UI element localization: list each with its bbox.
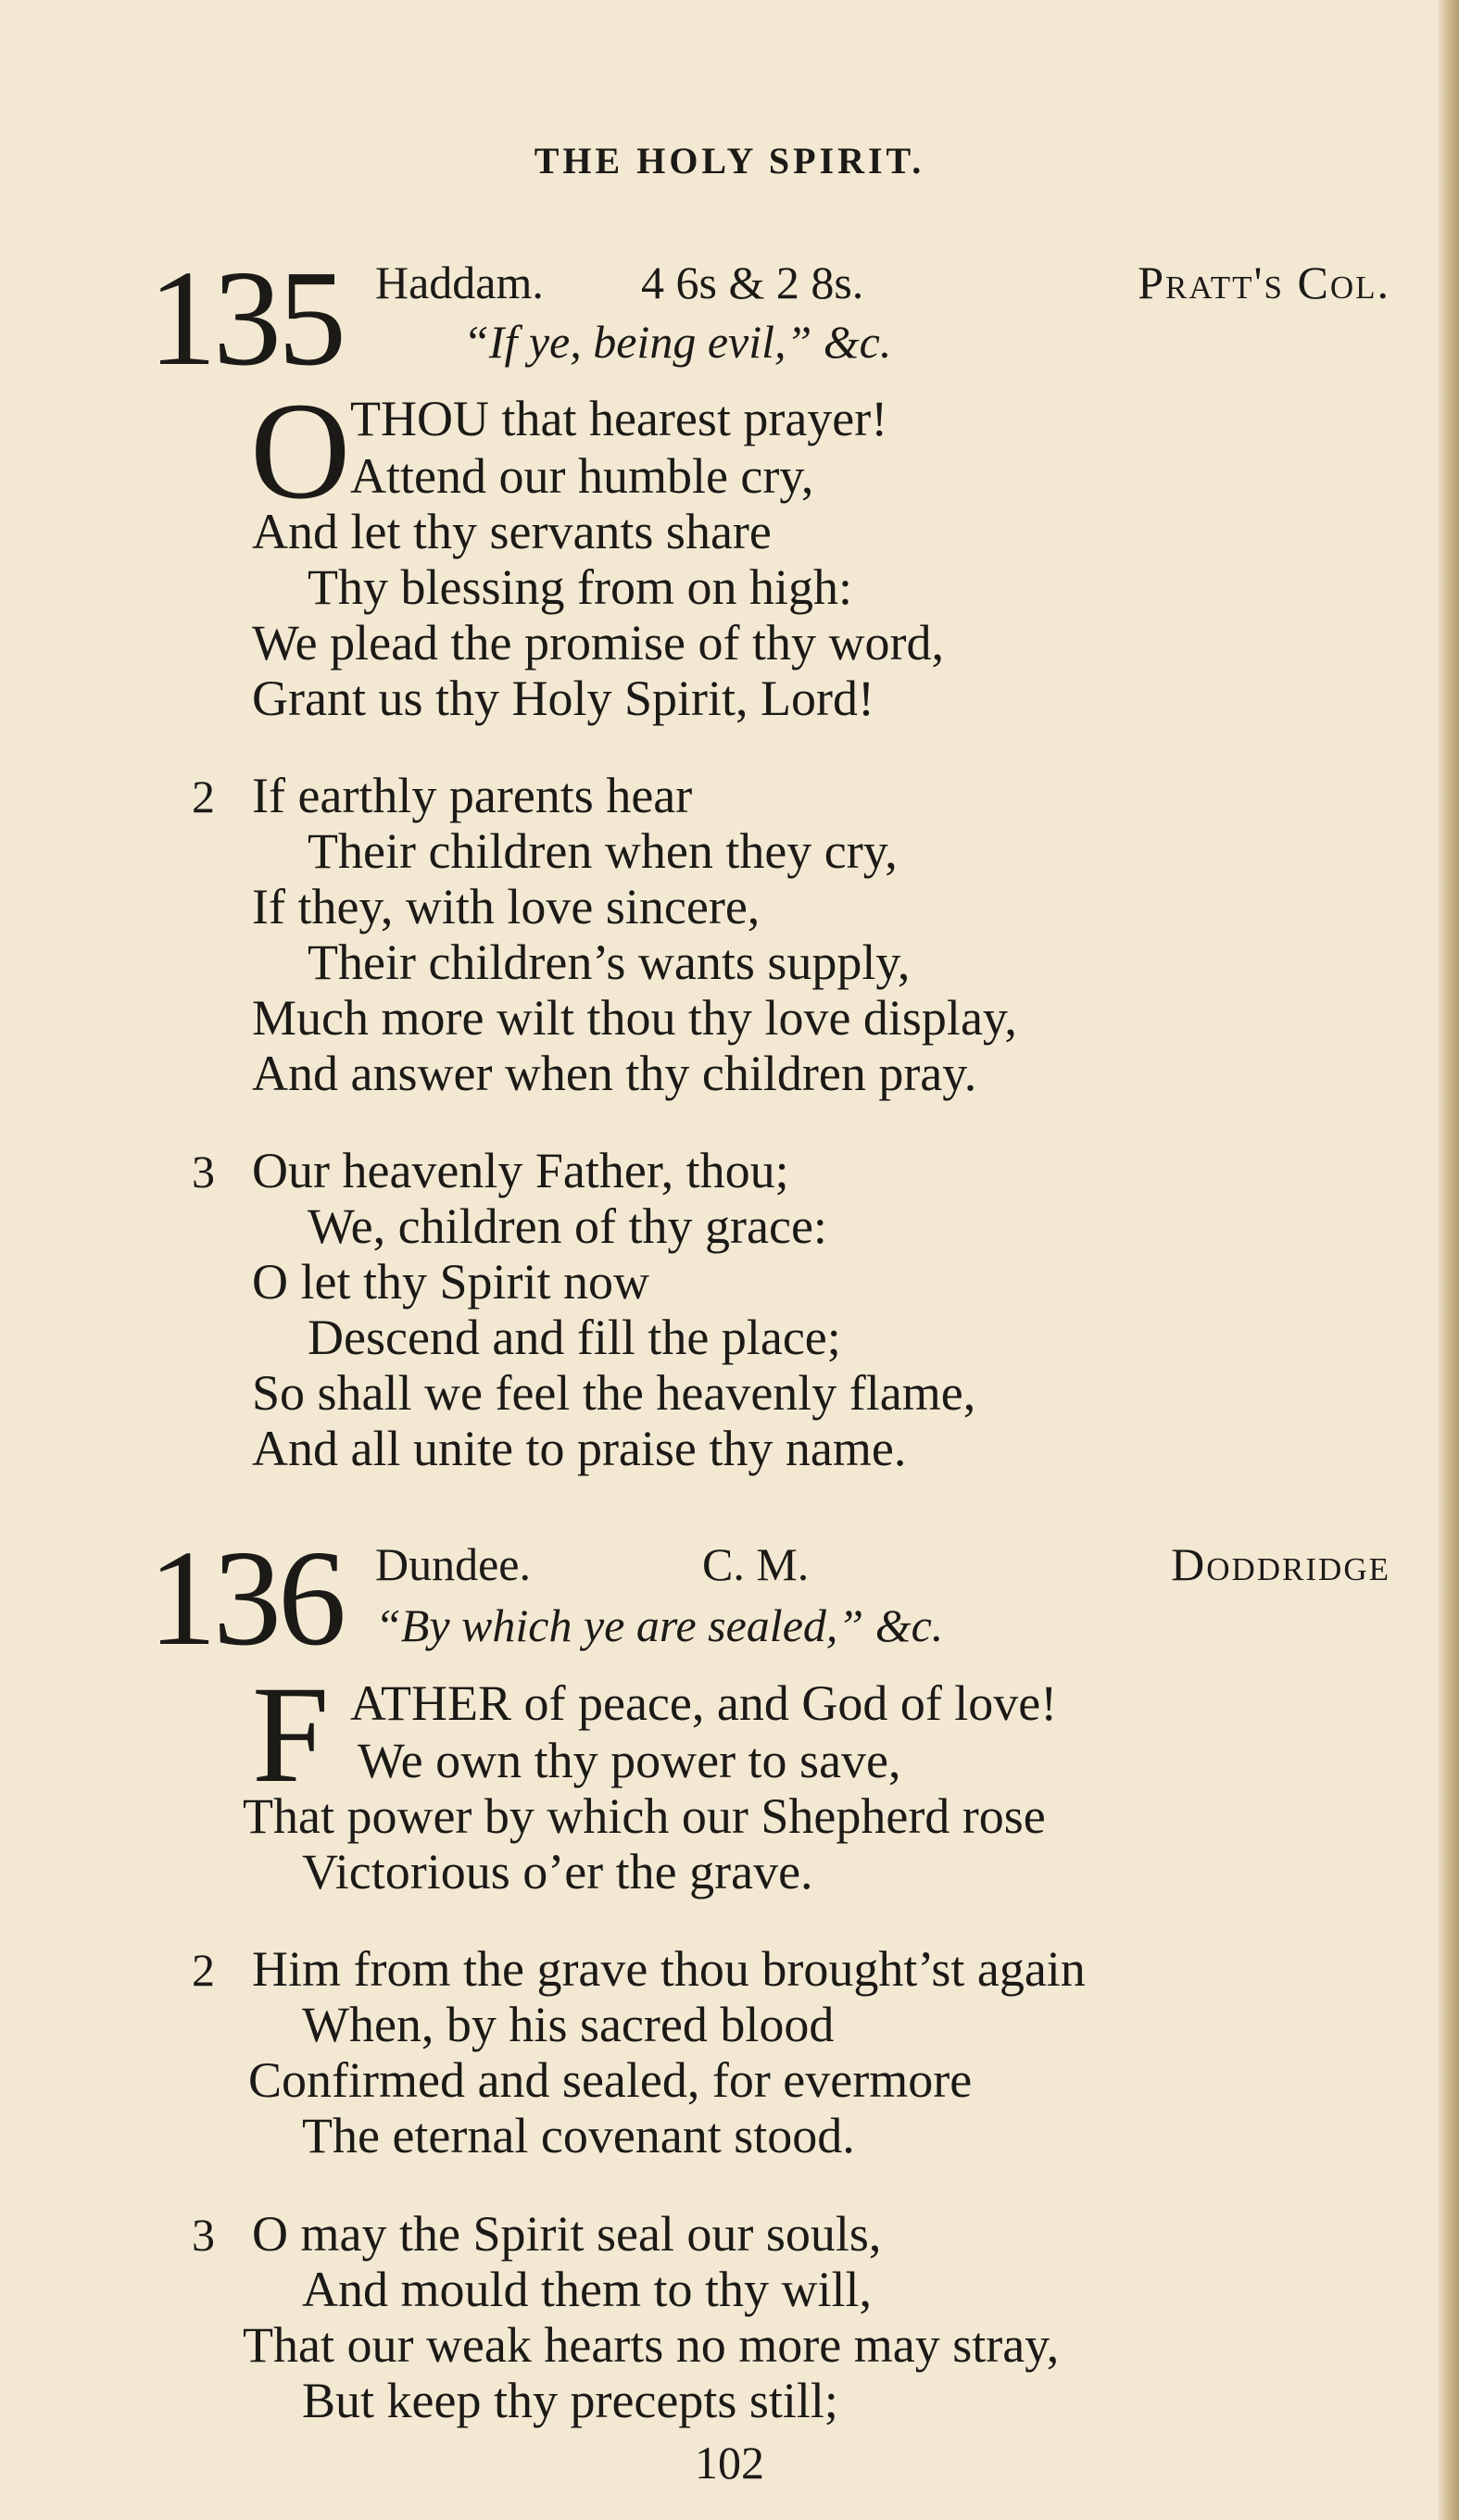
verse-line: Their children when they cry, xyxy=(308,823,898,879)
hymn-number: 135 xyxy=(148,243,343,395)
verse-line: Our heavenly Father, thou; xyxy=(252,1143,789,1198)
verse-line: THOU that hearest prayer! xyxy=(350,391,888,446)
verse-line: O let thy Spirit now xyxy=(252,1254,649,1310)
verse-line: But keep thy precepts still; xyxy=(302,2373,838,2428)
verse-line: Attend our humble cry, xyxy=(350,448,814,504)
author: Pratt's Col. xyxy=(1138,257,1390,308)
verse-line: Descend and fill the place; xyxy=(308,1310,841,1365)
verse-line: Much more wilt thou thy love display, xyxy=(252,990,1017,1046)
meter: C. M. xyxy=(702,1538,810,1590)
verse-line: And let thy servants share xyxy=(252,504,772,559)
verse-line: Confirmed and sealed, for evermore xyxy=(248,2052,973,2108)
stanza-number: 2 xyxy=(192,1944,215,1996)
verse-line: And answer when thy children pray. xyxy=(252,1046,977,1101)
tune-name: Haddam. xyxy=(375,257,544,308)
verse-line: When, by his sacred blood xyxy=(302,1997,835,2052)
page-number: 102 xyxy=(695,2437,764,2489)
verse-line: That our weak hearts no more may stray, xyxy=(243,2317,1060,2373)
verse-line: Grant us thy Holy Spirit, Lord! xyxy=(252,671,874,726)
author: Doddridge xyxy=(1171,1538,1390,1590)
verse-line: That power by which our Shepherd rose xyxy=(243,1788,1046,1844)
verse-line: The eternal covenant stood. xyxy=(302,2108,855,2163)
page-edge-shadow xyxy=(1439,0,1459,2520)
verse-line: We own thy power to save, xyxy=(358,1733,901,1788)
stanza-number: 2 xyxy=(192,771,215,822)
verse-line: So shall we feel the heavenly flame, xyxy=(252,1365,976,1421)
stanza-number: 3 xyxy=(192,2209,215,2261)
verse-line: If they, with love sincere, xyxy=(252,879,761,934)
verse-line: We plead the promise of thy word, xyxy=(252,615,944,671)
verse-line: And all unite to praise thy name. xyxy=(252,1421,907,1476)
drop-cap: O xyxy=(250,374,351,528)
verse-line: Victorious o’er the grave. xyxy=(302,1844,813,1899)
tune-name: Dundee. xyxy=(375,1538,531,1590)
verse-line: Thy blessing from on high: xyxy=(308,559,852,615)
verse-line: Their children’s wants supply, xyxy=(308,934,911,990)
meter: 4 6s & 2 8s. xyxy=(641,257,864,308)
verse-line: And mould them to thy will, xyxy=(302,2262,872,2317)
verse-line: O may the Spirit seal our souls, xyxy=(252,2206,882,2262)
verse-line: Him from the grave thou brought’st again xyxy=(252,1941,1086,1997)
hymn-subtitle: “By which ye are sealed,” &c. xyxy=(375,1599,944,1651)
verse-line: ATHER of peace, and God of love! xyxy=(350,1675,1058,1731)
running-head: THE HOLY SPIRIT. xyxy=(534,140,925,182)
verse-line: If earthly parents hear xyxy=(252,768,693,823)
verse-line: We, children of thy grace: xyxy=(308,1198,827,1254)
hymn-subtitle: “If ye, being evil,” &c. xyxy=(463,316,892,368)
hymn-number: 136 xyxy=(148,1523,343,1674)
drop-cap: F xyxy=(252,1658,330,1812)
stanza-number: 3 xyxy=(192,1146,215,1197)
